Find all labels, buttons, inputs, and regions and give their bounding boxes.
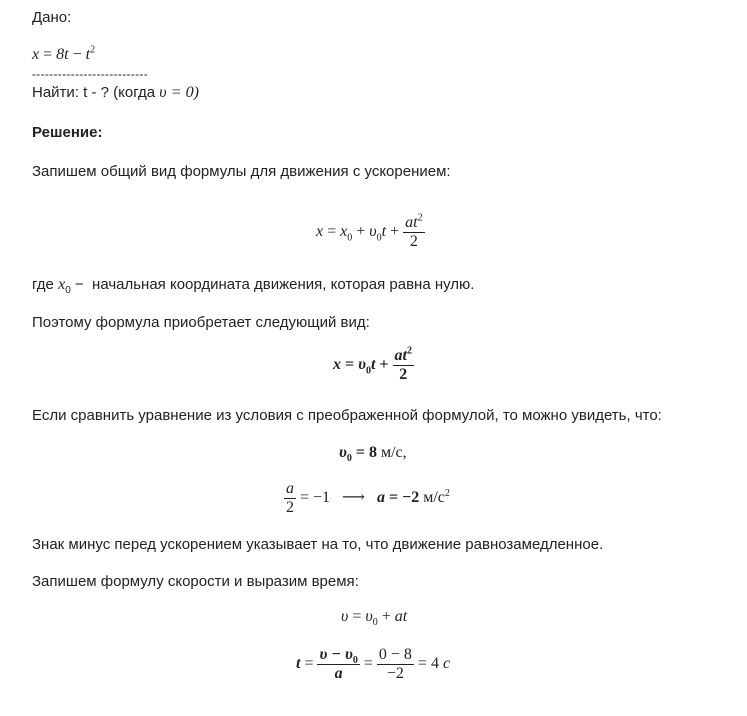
general-formula: $x = x_0 + \upsilon_0t$ + $\frac{at^2}{2}$: [316, 212, 423, 250]
compare-text: Если сравнить уравнение из условия с преображенной формулой, то можно увидеть, что:: [32, 407, 662, 424]
velocity-intro: Запишем формулу скорости и выразим время:: [32, 573, 359, 590]
fraction: $\frac{0 - 8}{-2}$: [378, 646, 412, 682]
given-label: Дано:: [32, 9, 72, 26]
separator-line: ---------------------------: [32, 67, 148, 81]
solution-heading: Решение:: [32, 124, 103, 141]
time-formula: t = $\frac{\upsilon - \upsilon_0}{a}$ = $\frac{0 - 8}{-2}$ = 4 c: [296, 646, 451, 682]
velocity-formula: $\upsilon = \upsilon_0$ + at: [341, 608, 408, 629]
sign-note: Знак минус перед ускорением указывает на то, что движение равнозамедленное.: [32, 536, 604, 553]
fraction: $\frac{a}{2}$: [286, 480, 294, 516]
acceleration-line: $\frac{a}{2}$ = −1 ⟶ a = −2 $м/с^2$: [286, 480, 450, 516]
therefore-text: Поэтому формула приобретает следующий вид:: [32, 314, 370, 331]
fraction: $\frac{at^2}{2}$: [394, 345, 412, 383]
where-line: где $x_0$ − начальная координата движения, которая равна нулю.: [32, 276, 475, 296]
given-equation: $x = 8t - t^2$: [32, 44, 96, 63]
fraction: $\frac{\upsilon - \upsilon_0}{a}$: [319, 646, 358, 682]
intro-text: Запишем общий вид формулы для движения с ускорением:: [32, 163, 451, 180]
reduced-formula: $x = \upsilon_0t$ + $\frac{at^2}{2}$: [333, 345, 412, 383]
arrow-icon: ⟶: [342, 489, 365, 507]
find-line: Найти: t - ? (когда υ = 0): [32, 84, 199, 101]
v0-value: $\upsilon_0 = 8$ м/с,: [339, 444, 407, 465]
fraction: $\frac{at^2}{2}$: [405, 212, 423, 250]
